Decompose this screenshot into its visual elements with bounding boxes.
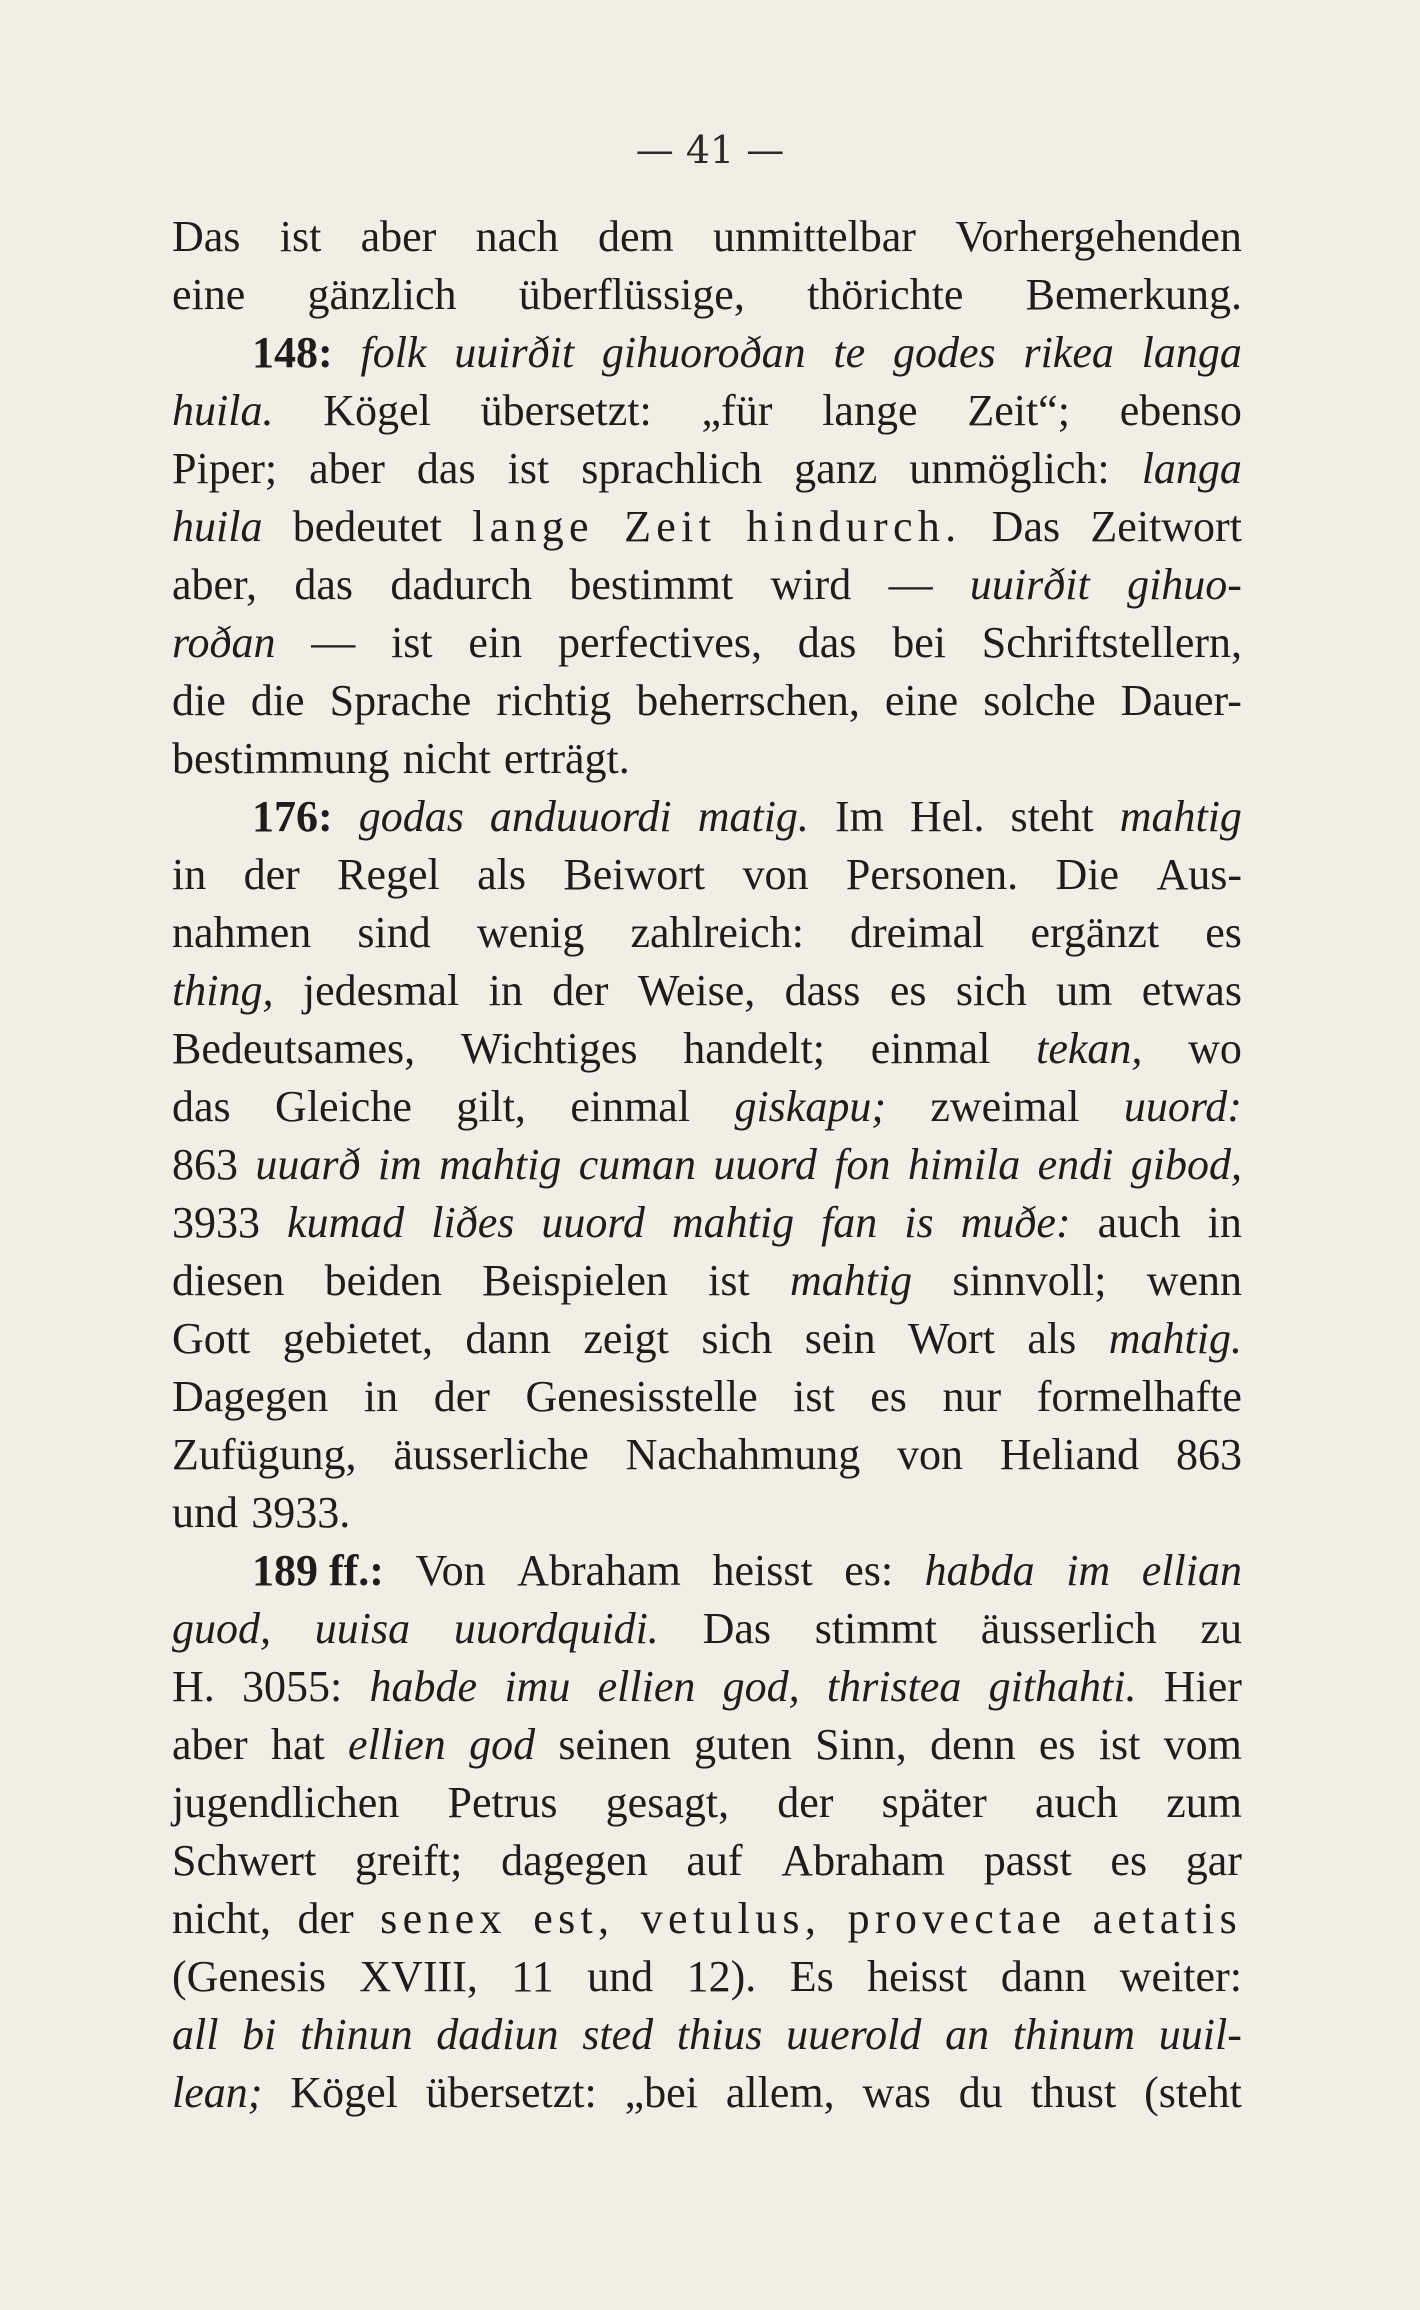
- text-word: in: [172, 850, 207, 899]
- text-word: all: [172, 2010, 219, 2059]
- text-word: dem: [597, 212, 674, 261]
- text-word: hat: [271, 1720, 325, 1769]
- text-word: Gott: [172, 1314, 251, 1363]
- text-line: [172, 1542, 1242, 1600]
- text-word: Personen.: [845, 850, 1019, 899]
- text-word: passt: [983, 1836, 1072, 1885]
- text-word: von: [742, 850, 809, 899]
- text-line: [172, 846, 1242, 904]
- text-line: [172, 962, 1242, 1020]
- text-word: godes: [892, 328, 996, 377]
- text-word: (Genesis: [172, 1952, 326, 2001]
- text-word: handelt;: [683, 1024, 825, 1073]
- text-word: gesagt,: [605, 1778, 730, 1827]
- text-word: dadurch: [390, 560, 533, 609]
- text-word: bestimmung: [172, 734, 390, 783]
- text-word: Wichtiges: [460, 1024, 638, 1073]
- text-word: Das: [172, 212, 241, 261]
- text-word: mahtig: [439, 1140, 562, 1189]
- text-word: matig.: [697, 792, 809, 841]
- text-word: thing,: [172, 966, 274, 1015]
- text-word: 3933.: [251, 1488, 351, 1537]
- text-word: erträgt.: [503, 734, 630, 783]
- text-word: ist: [391, 618, 433, 667]
- text-word: Bedeutsames,: [172, 1024, 416, 1073]
- text-word: formelhafte: [1036, 1372, 1242, 1421]
- text-word: uuirðit: [969, 560, 1090, 609]
- text-line: [172, 1484, 1242, 1542]
- text-word: dann: [465, 1314, 551, 1363]
- text-word: aber,: [172, 560, 257, 609]
- text-word: 11: [511, 1952, 554, 2001]
- text-word: wo: [1188, 1024, 1242, 1073]
- text-word: te: [833, 328, 866, 377]
- text-word: tekan,: [1036, 1024, 1143, 1073]
- text-word: anduuordi: [489, 792, 672, 841]
- text-word: von: [897, 1430, 964, 1479]
- text-word: rikea: [1023, 328, 1114, 377]
- text-word: nicht: [402, 734, 491, 783]
- text-word: guod,: [172, 1604, 271, 1653]
- text-word: god,: [722, 1662, 800, 1711]
- text-word: Hel.: [909, 792, 985, 841]
- text-word: muðe:: [960, 1198, 1071, 1247]
- text-word: senex: [380, 1894, 507, 1943]
- text-word: is: [904, 1198, 934, 1247]
- text-line: [172, 324, 1242, 382]
- text-line: [172, 1600, 1242, 1658]
- text-word: heisst: [712, 1546, 813, 1595]
- text-word: vetulus,: [640, 1894, 822, 1943]
- text-word: übersetzt:: [480, 386, 652, 435]
- text-word: 3933: [172, 1198, 260, 1247]
- page-number: — 41 —: [635, 128, 785, 172]
- text-line: [172, 1658, 1242, 1716]
- text-word: Aus-: [1156, 850, 1242, 899]
- text-word: ebenso: [1119, 386, 1242, 435]
- text-word: 863: [172, 1140, 238, 1189]
- text-word: Abraham: [517, 1546, 681, 1595]
- text-word: um: [1056, 966, 1113, 1015]
- text-word: dann: [1000, 1952, 1087, 2001]
- text-word: es: [1110, 1836, 1148, 1885]
- text-word: thinum: [1012, 2010, 1136, 2059]
- text-word: Beispielen: [482, 1256, 668, 1305]
- text-word: „bei: [624, 2068, 698, 2117]
- text-word: lange: [822, 386, 918, 435]
- text-word: gebietet,: [282, 1314, 433, 1363]
- text-word: wird: [770, 560, 852, 609]
- text-word: ellien: [597, 1662, 696, 1711]
- text-word: stimmt: [814, 1604, 937, 1653]
- text-word: es:: [844, 1546, 894, 1595]
- text-word: 3055:: [242, 1662, 343, 1711]
- text-word: sind: [357, 908, 431, 957]
- text-word: 148:: [252, 328, 333, 377]
- text-word: eine: [172, 270, 246, 319]
- text-word: später: [881, 1778, 987, 1827]
- text-word: jugendlichen: [172, 1778, 400, 1827]
- text-word: Petrus: [447, 1778, 558, 1827]
- text-word: bedeutet: [292, 502, 442, 551]
- text-word: XVIII,: [359, 1952, 478, 2001]
- text-word: greift;: [354, 1836, 463, 1885]
- text-word: lange: [472, 502, 594, 551]
- text-word: das: [797, 618, 857, 667]
- text-word: Kögel: [290, 2068, 398, 2117]
- text-word: richtig: [496, 676, 612, 725]
- text-word: in: [1207, 1198, 1242, 1247]
- text-word: überflüssige,: [518, 270, 745, 319]
- text-word: jedesmal: [302, 966, 460, 1015]
- text-word: Weise,: [637, 966, 756, 1015]
- text-word: gibod,: [1130, 1140, 1242, 1189]
- text-word: nicht,: [172, 1894, 271, 1943]
- text-word: gänzlich: [307, 270, 457, 319]
- text-word: Zeitwort: [1090, 502, 1242, 551]
- text-word: 176:: [252, 792, 333, 841]
- text-word: uuordquidi.: [453, 1604, 659, 1653]
- text-word: cuman: [578, 1140, 697, 1189]
- text-word: äusserlich: [980, 1604, 1157, 1653]
- text-line: [172, 1948, 1242, 2006]
- text-word: Das: [991, 502, 1061, 551]
- text-word: huila.: [172, 386, 274, 435]
- text-word: liðes: [431, 1198, 515, 1247]
- text-word: aber: [309, 444, 385, 493]
- text-line: [172, 382, 1242, 440]
- text-word: das: [416, 444, 476, 493]
- text-word: solche: [983, 676, 1096, 725]
- text-word: habde: [369, 1662, 478, 1711]
- text-word: eine: [884, 676, 959, 725]
- text-word: es: [1038, 1720, 1076, 1769]
- text-line: [172, 2006, 1242, 2064]
- text-word: uuord: [713, 1140, 817, 1189]
- text-word: dreimal: [850, 908, 985, 957]
- text-word: mahtig.: [1108, 1314, 1242, 1363]
- text-word: mahtig: [1119, 792, 1242, 841]
- text-line: [172, 788, 1242, 846]
- text-word: 863: [1175, 1430, 1242, 1479]
- text-word: es: [1205, 908, 1242, 957]
- text-word: zweimal: [930, 1082, 1080, 1131]
- text-word: der: [777, 1778, 834, 1827]
- text-word: himila: [907, 1140, 1021, 1189]
- text-word: übersetzt:: [425, 2068, 597, 2117]
- text-word: zahlreich:: [630, 908, 804, 957]
- text-word: zu: [1200, 1604, 1242, 1653]
- text-word: uuil-: [1158, 2010, 1242, 2059]
- text-word: auf: [686, 1836, 743, 1885]
- text-word: etwas: [1141, 966, 1242, 1015]
- text-line: [172, 440, 1242, 498]
- text-word: dagegen: [501, 1836, 648, 1885]
- text-word: der: [552, 966, 609, 1015]
- text-word: ergänzt: [1030, 908, 1160, 957]
- text-word: sted: [582, 2010, 654, 2059]
- text-word: Die: [1055, 850, 1120, 899]
- text-word: Zeit“;: [967, 386, 1070, 435]
- text-word: im: [1066, 1546, 1111, 1595]
- text-word: langa: [1141, 444, 1242, 493]
- text-word: uuord: [541, 1198, 645, 1247]
- text-word: fan: [821, 1198, 878, 1247]
- text-word: an: [945, 2010, 990, 2059]
- text-word: est,: [533, 1894, 615, 1943]
- text-word: Dagegen: [172, 1372, 329, 1421]
- text-word: thust: [1030, 2068, 1117, 2117]
- text-line: [172, 1774, 1242, 1832]
- text-line: [172, 2064, 1242, 2122]
- text-word: der: [433, 1372, 490, 1421]
- text-word: „für: [701, 386, 773, 435]
- text-word: Gleiche: [275, 1082, 412, 1131]
- text-word: nur: [942, 1372, 1002, 1421]
- text-word: in: [363, 1372, 399, 1421]
- text-word: thristea: [826, 1662, 962, 1711]
- text-word: ellian: [1141, 1546, 1242, 1595]
- text-word: beiden: [324, 1256, 442, 1305]
- text-word: zeigt: [583, 1314, 669, 1363]
- text-word: einmal: [870, 1024, 991, 1073]
- text-word: uuisa: [314, 1604, 411, 1653]
- text-line: [172, 1890, 1242, 1948]
- text-word: Kögel: [323, 386, 431, 435]
- text-word: sich: [955, 966, 1027, 1015]
- text-word: der: [243, 850, 300, 899]
- text-word: Vorhergehenden: [955, 212, 1242, 261]
- text-word: Es: [789, 1952, 834, 2001]
- text-word: mahtig: [671, 1198, 795, 1247]
- text-word: ist: [279, 212, 322, 261]
- text-word: bi: [242, 2010, 277, 2059]
- text-word: roðan: [172, 618, 276, 667]
- text-word: was: [862, 2068, 931, 2117]
- text-word: guten: [694, 1720, 792, 1769]
- text-word: giskapu;: [734, 1082, 886, 1131]
- text-line: [172, 556, 1242, 614]
- text-word: ein: [468, 618, 523, 667]
- text-word: (steht: [1144, 2068, 1242, 2117]
- text-word: diesen: [172, 1256, 285, 1305]
- text-word: uuord:: [1123, 1082, 1242, 1131]
- text-line: [172, 730, 1242, 788]
- text-word: 12).: [686, 1952, 757, 2001]
- text-line: [172, 498, 1242, 556]
- text-word: ellien: [348, 1720, 446, 1769]
- text-word: god: [469, 1720, 536, 1769]
- text-word: im: [377, 1140, 422, 1189]
- text-word: als: [1027, 1314, 1077, 1363]
- text-word: unmöglich:: [909, 444, 1110, 493]
- text-word: aber: [172, 1720, 248, 1769]
- text-word: Hier: [1163, 1662, 1242, 1711]
- text-word: gihuo-: [1127, 560, 1242, 609]
- text-word: nahmen: [172, 908, 312, 957]
- text-line: [172, 266, 1242, 324]
- text-word: und: [172, 1488, 238, 1537]
- text-line: [172, 1426, 1242, 1484]
- text-word: langa: [1141, 328, 1242, 377]
- text-word: du: [958, 2068, 1003, 2117]
- text-word: gar: [1185, 1836, 1242, 1885]
- text-word: huila: [172, 502, 263, 551]
- text-word: gilt,: [456, 1082, 526, 1131]
- text-word: Zeit: [624, 502, 717, 551]
- text-line: [172, 1832, 1242, 1890]
- text-word: als: [477, 850, 527, 899]
- text-word: Dauer-: [1120, 676, 1242, 725]
- text-word: Schriftstellern,: [981, 618, 1242, 667]
- text-word: thius: [676, 2010, 763, 2059]
- text-word: in: [488, 966, 523, 1015]
- text-word: H.: [172, 1662, 215, 1711]
- text-word: 189 ff.:: [252, 1546, 384, 1595]
- text-word: Im: [834, 792, 884, 841]
- text-word: Regel: [337, 850, 440, 899]
- text-word: wenig: [476, 908, 585, 957]
- text-word: heisst: [867, 1952, 968, 2001]
- text-word: bestimmt: [569, 560, 734, 609]
- text-word: —: [311, 618, 356, 667]
- text-word: äusserliche: [393, 1430, 589, 1479]
- text-word: Abraham: [781, 1836, 946, 1885]
- text-word: sinnvoll;: [952, 1256, 1107, 1305]
- text-word: steht: [1010, 792, 1094, 841]
- text-word: —: [888, 560, 933, 609]
- text-word: provectae: [847, 1894, 1067, 1943]
- text-word: und: [587, 1952, 654, 2001]
- text-line: [172, 1368, 1242, 1426]
- text-word: ist: [507, 444, 550, 493]
- text-word: bei: [892, 618, 946, 667]
- text-word: Zufügung,: [172, 1430, 357, 1479]
- text-word: hindurch.: [746, 502, 962, 551]
- text-line: [172, 1310, 1242, 1368]
- text-word: sprachlich: [581, 444, 763, 493]
- text-word: imu: [504, 1662, 571, 1711]
- text-line: [172, 904, 1242, 962]
- text-word: thörichte: [807, 270, 964, 319]
- text-word: Von: [415, 1546, 486, 1595]
- body-text: [172, 208, 1242, 2122]
- text-line: [172, 1136, 1242, 1194]
- text-word: Heliand: [999, 1430, 1140, 1479]
- text-word: Nachahmung: [625, 1430, 861, 1479]
- text-word: Wort: [908, 1314, 995, 1363]
- text-word: folk: [360, 328, 427, 377]
- text-word: auch: [1097, 1198, 1181, 1247]
- text-word: thinun: [300, 2010, 413, 2059]
- text-word: fon: [834, 1140, 891, 1189]
- text-word: ganz: [794, 444, 878, 493]
- text-word: Beiwort: [563, 850, 706, 899]
- text-word: die: [172, 676, 226, 725]
- text-word: unmittelbar: [713, 212, 916, 261]
- text-line: [172, 208, 1242, 266]
- text-line: [172, 1078, 1242, 1136]
- text-word: mahtig: [789, 1256, 913, 1305]
- text-line: [172, 1252, 1242, 1310]
- text-word: wenn: [1146, 1256, 1242, 1305]
- text-word: weiter:: [1119, 1952, 1242, 2001]
- text-word: aber: [360, 212, 437, 261]
- text-word: aetatis: [1092, 1894, 1242, 1943]
- text-word: dass: [784, 966, 861, 1015]
- text-line: [172, 1194, 1242, 1252]
- text-line: [172, 672, 1242, 730]
- text-word: die: [250, 676, 305, 725]
- text-word: habda: [924, 1546, 1035, 1595]
- text-word: Bemerkung.: [1025, 270, 1242, 319]
- text-word: das: [294, 560, 353, 609]
- text-word: allem,: [725, 2068, 835, 2117]
- text-word: Genesisstelle: [525, 1372, 758, 1421]
- text-word: es: [889, 966, 927, 1015]
- text-word: einmal: [570, 1082, 691, 1131]
- text-word: Sinn,: [815, 1720, 907, 1769]
- text-word: kumad: [286, 1198, 405, 1247]
- text-line: [172, 1716, 1242, 1774]
- text-word: uuarð: [255, 1140, 361, 1189]
- text-word: ist: [1098, 1720, 1141, 1769]
- text-line: [172, 1020, 1242, 1078]
- text-word: es: [870, 1372, 907, 1421]
- text-word: Schwert: [172, 1836, 317, 1885]
- text-word: seinen: [558, 1720, 671, 1769]
- text-word: uuerold: [786, 2010, 922, 2059]
- text-word: Piper;: [172, 444, 278, 493]
- text-word: nach: [475, 212, 559, 261]
- text-word: zum: [1166, 1778, 1242, 1827]
- text-word: ist: [793, 1372, 835, 1421]
- text-word: das: [172, 1082, 231, 1131]
- text-word: auch: [1034, 1778, 1118, 1827]
- text-word: vom: [1163, 1720, 1242, 1769]
- text-word: der: [297, 1894, 354, 1943]
- text-word: githahti.: [988, 1662, 1137, 1711]
- text-word: ist: [708, 1256, 750, 1305]
- text-word: sein: [804, 1314, 876, 1363]
- text-word: uuirðit: [454, 328, 575, 377]
- text-line: [172, 614, 1242, 672]
- text-word: sich: [701, 1314, 773, 1363]
- text-word: godas: [358, 792, 464, 841]
- text-word: dadiun: [436, 2010, 559, 2059]
- text-word: endi: [1037, 1140, 1114, 1189]
- text-word: lean;: [172, 2068, 263, 2117]
- text-word: denn: [930, 1720, 1016, 1769]
- text-word: Das: [702, 1604, 771, 1653]
- text-word: Sprache: [329, 676, 472, 725]
- text-word: beherrschen,: [636, 676, 860, 725]
- text-word: perfectives,: [557, 618, 762, 667]
- text-word: gihuoroðan: [601, 328, 806, 377]
